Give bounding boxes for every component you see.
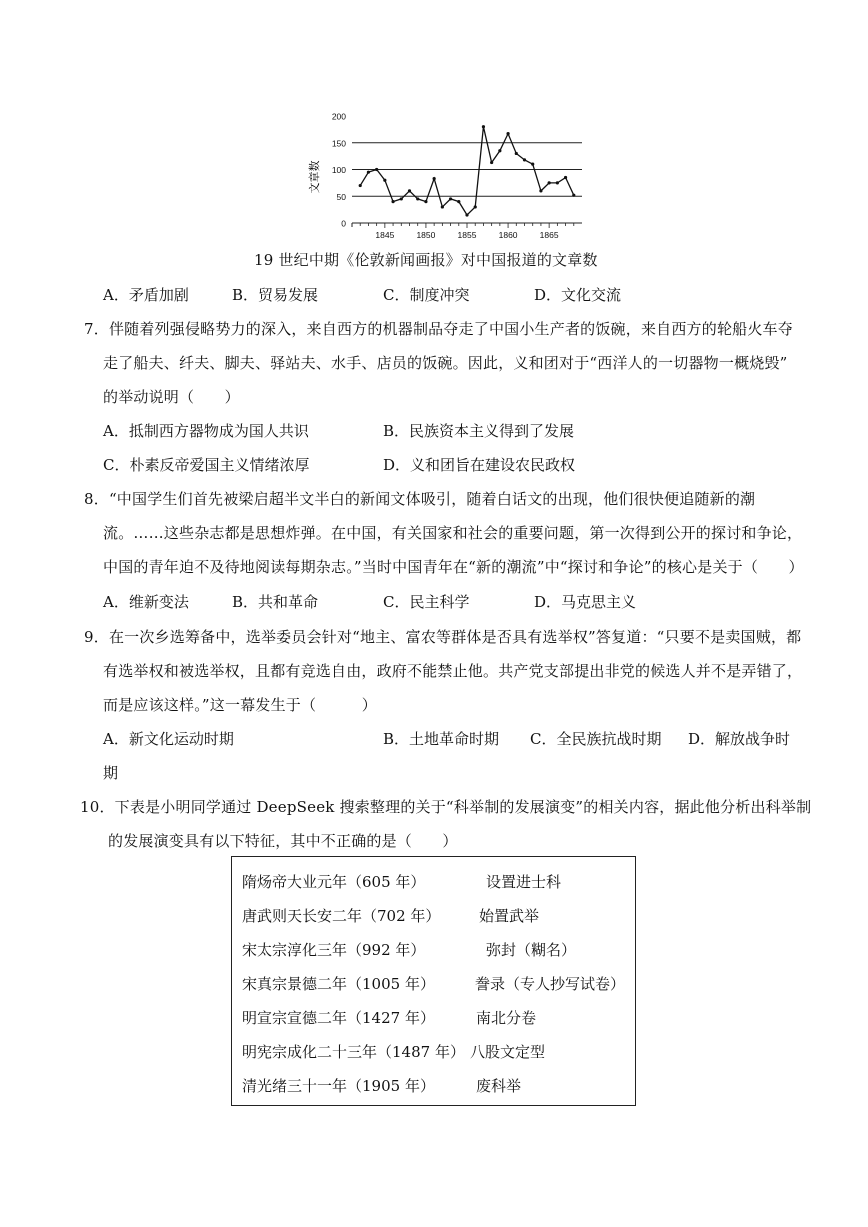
data-point — [539, 189, 542, 192]
table-cell-time: 明宪宗成化二十三年（1487 年） — [242, 1043, 465, 1061]
x-tick-label: 1865 — [539, 230, 559, 240]
q9-option-a[interactable]: A．新文化运动时期 — [103, 730, 234, 748]
q8-option-a[interactable]: A．维新变法 — [103, 593, 189, 611]
article-count-line-chart — [300, 104, 600, 242]
data-point — [457, 200, 460, 203]
y-tick-label: 0 — [341, 218, 346, 229]
table-row — [242, 1075, 632, 1096]
q8-option-b[interactable]: B．共和革命 — [232, 593, 319, 611]
q7-stem-line-3: 的举动说明（ ） — [103, 388, 240, 406]
q8-option-c[interactable]: C．民主科学 — [383, 593, 470, 611]
y-tick-label: 150 — [331, 138, 346, 149]
q9-option-c[interactable]: C．全民族抗战时期 — [530, 730, 662, 748]
q7-option-a[interactable]: A．抵制西方器物成为国人共识 — [103, 422, 309, 440]
data-point — [474, 205, 477, 208]
q7-stem-line-1: 7．伴随着列强侵略势力的深入，来自西方的机器制品夺走了中国小生产者的饭碗，来自西方的轮船火车夺 — [84, 320, 793, 338]
table-row — [242, 1007, 632, 1028]
q8-stem-line-3: 中国的青年迫不及待地阅读每期杂志。”当时中国青年在“新的潮流”中“探讨和争论”的核心是关于（ ） — [103, 558, 804, 576]
x-tick-label: 1860 — [498, 230, 518, 240]
q7-option-b[interactable]: B．民族资本主义得到了发展 — [383, 422, 575, 440]
q9-option-b[interactable]: B．土地革命时期 — [383, 730, 500, 748]
data-point — [391, 200, 394, 203]
data-point — [400, 197, 403, 200]
q9-stem-line-2: 有选举权和被选举权，且都有竞选自由，政府不能禁止他。共产党支部提出非党的候选人并不是弄错了， — [103, 662, 803, 680]
q7-option-c[interactable]: C．朴素反帝爱国主义情绪浓厚 — [103, 456, 310, 474]
y-tick-label: 100 — [331, 165, 346, 175]
table-row — [242, 973, 632, 994]
data-point — [506, 132, 509, 135]
x-tick-label: 1850 — [416, 230, 436, 240]
q6-option-b[interactable]: B．贸易发展 — [232, 286, 319, 304]
table-cell-time: 宋真宗景德二年（1005 年） — [242, 975, 435, 993]
q9-stem-line-3: 而是应该这样。”这一幕发生于（ ） — [103, 696, 377, 714]
data-point — [449, 197, 452, 200]
table-row — [242, 905, 632, 926]
table-cell-event: 始置武举 — [479, 907, 540, 925]
data-point — [556, 181, 559, 184]
data-point — [490, 161, 493, 164]
data-point — [531, 163, 534, 166]
table-cell-time: 宋太宗淳化三年（992 年） — [242, 941, 426, 959]
x-tick-label: 1845 — [375, 230, 395, 240]
data-point — [433, 177, 436, 180]
table-cell-event: 废科举 — [476, 1077, 522, 1095]
data-point — [359, 184, 362, 187]
q10-stem-line-1: 10．下表是小明同学通过 DeepSeek 搜索整理的关于“科举制的发展演变”的相关内容，据此他分析出科举制 — [80, 798, 812, 816]
q8-stem-line-1: 8．“中国学生们首先被梁启超半文半白的新闻文体吸引，随着白话文的出现，他们很快便追随新的潮 — [84, 490, 756, 508]
q8-option-d[interactable]: D．马克思主义 — [534, 593, 637, 611]
table-cell-event: 八股文定型 — [470, 1043, 546, 1061]
table-cell-event: 誊录（专人抄写试卷） — [475, 975, 626, 993]
table-cell-event: 南北分卷 — [476, 1009, 537, 1027]
data-point — [548, 181, 551, 184]
table-cell-event: 设置进士科 — [486, 873, 562, 891]
data-point — [408, 189, 411, 192]
y-tick-label: 200 — [331, 111, 346, 122]
data-point — [367, 171, 370, 174]
data-point — [564, 176, 567, 179]
data-point — [515, 152, 518, 155]
chart-title: 19 世纪中期《伦敦新闻画报》对中国报道的文章数 — [254, 251, 598, 269]
data-point — [424, 200, 427, 203]
x-tick-label: 1855 — [457, 230, 477, 240]
data-point — [383, 179, 386, 182]
q9-option-d[interactable]: D．解放战争时 — [688, 730, 791, 748]
data-point — [465, 213, 468, 216]
table-cell-time: 清光绪三十一年（1905 年） — [242, 1077, 435, 1095]
y-tick-label: 50 — [336, 191, 346, 202]
q8-stem-line-2: 流。……这些杂志都是思想炸弹。在中国，有关国家和社会的重要问题，第一次得到公开的探讨和争论， — [103, 524, 803, 542]
table-row — [242, 939, 632, 960]
table-row — [242, 871, 632, 892]
data-point — [375, 168, 378, 171]
data-point — [441, 205, 444, 208]
q10-stem-line-2: 的发展演变具有以下特征，其中不正确的是（ ） — [108, 832, 458, 850]
data-point — [523, 158, 526, 161]
q7-option-d[interactable]: D．义和团旨在建设农民政权 — [383, 456, 576, 474]
q9-stem-line-1: 9．在一次乡选筹备中，选举委员会针对“地主、富农等群体是否具有选举权”答复道：“只要不是卖国贼，都 — [84, 628, 802, 646]
table-cell-event: 弥封（糊名） — [486, 941, 577, 959]
table-cell-time: 明宣宗宣德二年（1427 年） — [242, 1009, 435, 1027]
keju-timeline-table — [231, 856, 636, 1106]
data-point — [572, 194, 575, 197]
chart-ylabel: 文章数 — [309, 160, 321, 194]
q7-stem-line-2: 走了船夫、纤夫、脚夫、驿站夫、水手、店员的饭碗。因此，义和团对于“西洋人的一切器物一概烧毁” — [103, 354, 788, 372]
q6-option-c[interactable]: C．制度冲突 — [383, 286, 470, 304]
q6-option-d[interactable]: D．文化交流 — [534, 286, 622, 304]
table-row — [242, 1041, 632, 1062]
data-point — [498, 149, 501, 152]
q9-option-d-wrap: 期 — [103, 764, 119, 782]
table-cell-time: 隋炀帝大业元年（605 年） — [242, 873, 426, 891]
data-point — [482, 125, 485, 128]
data-point — [416, 197, 419, 200]
table-cell-time: 唐武则天长安二年（702 年） — [242, 907, 441, 925]
q6-option-a[interactable]: A．矛盾加剧 — [103, 286, 189, 304]
